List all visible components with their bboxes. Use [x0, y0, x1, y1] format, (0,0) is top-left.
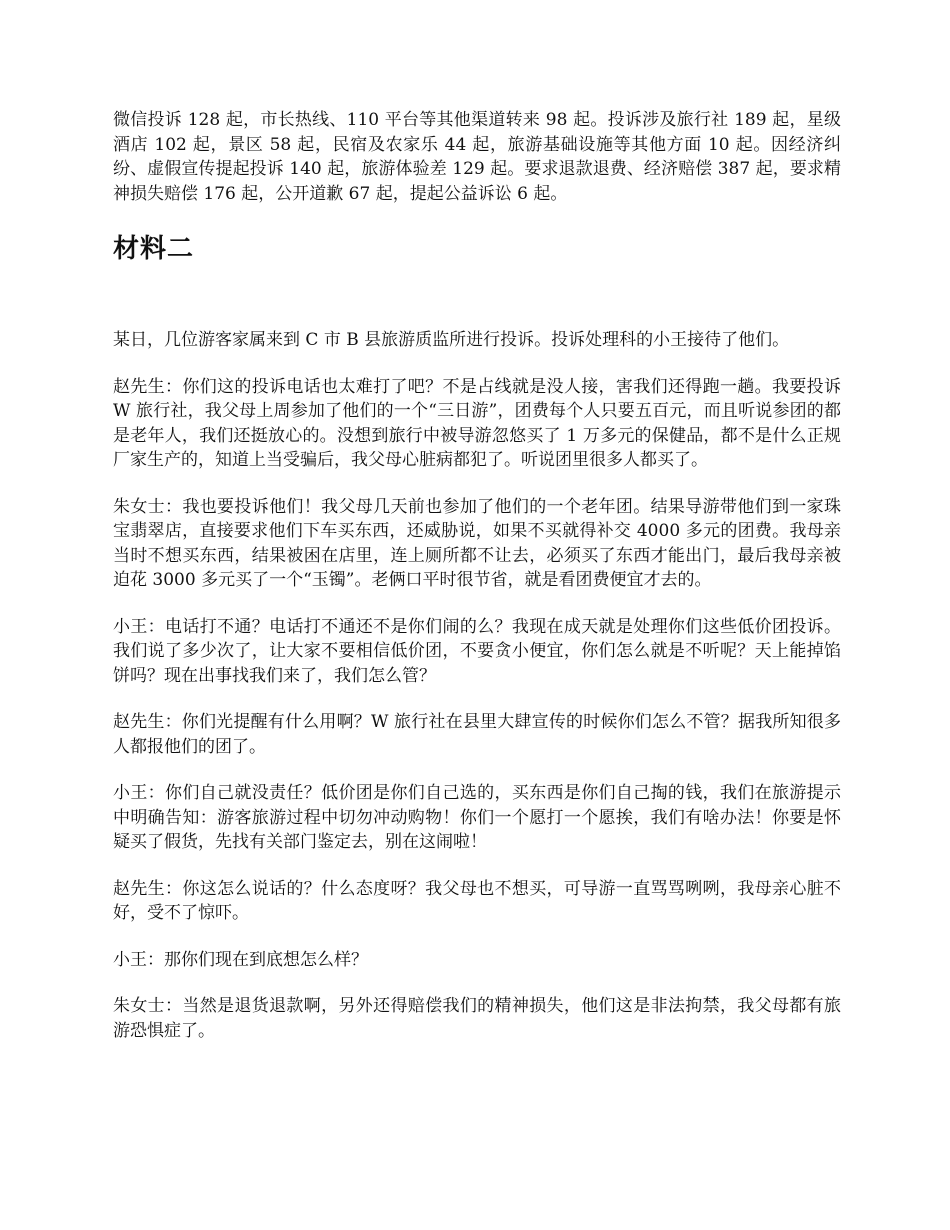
dialogue-paragraph: 小王：电话打不通？电话打不通还不是你们闹的么？我现在成天就是处理你们这些低价团投诉。我们说了多少次了，让大家不要相信低价团，不要贪小便宜，你们怎么就是不听呢？天上能掉馅饼吗？现在出事找我们来了，我们怎么管？: [113, 616, 841, 686]
narration-paragraph: 某日，几位游客家属来到 C 市 B 县旅游质监所进行投诉。投诉处理科的小王接待了他们。: [113, 330, 790, 350]
dialogue-paragraph: 小王：那你们现在到底想怎么样？: [113, 949, 368, 970]
dialogue-paragraph: 朱女士：我也要投诉他们！我父母几天前也参加了他们的一个老年团。结果导游带他们到一家珠宝翡翠店，直接要求他们下车买东西，还威胁说，如果不买就得补交 4000 多元的团费。我母亲当时不想买东西，结果被困在店里，连上厕所都不让去，必须买了东西才能出门，最后我母亲被迫花 3000 多元买了一个“玉镯”。老俩口平时很节省，就是看团费便宜才去的。: [113, 496, 841, 590]
dialogue-paragraph: 赵先生：你们这的投诉电话也太难打了吧？不是占线就是没人接，害我们还得跑一趟。我要投诉 W 旅行社，我父母上周参加了他们的一个“三日游”，团费每个人只要五百元，而且听说参团的都是老年人，我们还挺放心的。没想到旅行中被导游忽悠买了 1 万多元的保健品，都不是什么正规厂家生产的，知道上当受骗后，我父母心脏病都犯了。听说团里很多人都买了。: [113, 376, 841, 470]
dialogue-paragraph: 赵先生：你这怎么说话的？什么态度呀？我父母也不想买，可导游一直骂骂咧咧，我母亲心脏不好，受不了惊吓。: [113, 878, 841, 923]
intro-paragraph: 微信投诉 128 起，市长热线、110 平台等其他渠道转来 98 起。投诉涉及旅行社 189 起，星级酒店 102 起，景区 58 起，民宿及农家乐 44 起，旅游基础设施等其他方面 10 起。因经济纠纷、虚假宣传提起投诉 140 起，旅游体验差 129 起。要求退款退费、经济赔偿 387 起，要求精神损失赔偿 176 起，公开道歉 67 起，提起公益诉讼 6 起。: [113, 110, 841, 204]
section-spacer: [113, 266, 841, 328]
dialogue-section: [113, 328, 841, 1043]
dialogue-paragraph: 朱女士：当然是退货退款啊，另外还得赔偿我们的精神损失，他们这是非法拘禁，我父母都有旅游恐惧症了。: [113, 996, 841, 1041]
dialogue-paragraph: 赵先生：你们光提醒有什么用啊？W 旅行社在县里大肆宣传的时候你们怎么不管？据我所知很多人都报他们的团了。: [113, 712, 841, 757]
section-title: 材料二: [113, 234, 195, 264]
dialogue-paragraph: 小王：你们自己就没责任？低价团是你们自己选的，买东西是你们自己掏的钱，我们在旅游提示中明确告知：游客旅游过程中切勿冲动购物！你们一个愿打一个愿挨，我们有啥办法！你要是怀疑买了假货，先找有关部门鉴定去，别在这闹啦！: [113, 783, 841, 852]
document-page: [113, 108, 841, 1065]
